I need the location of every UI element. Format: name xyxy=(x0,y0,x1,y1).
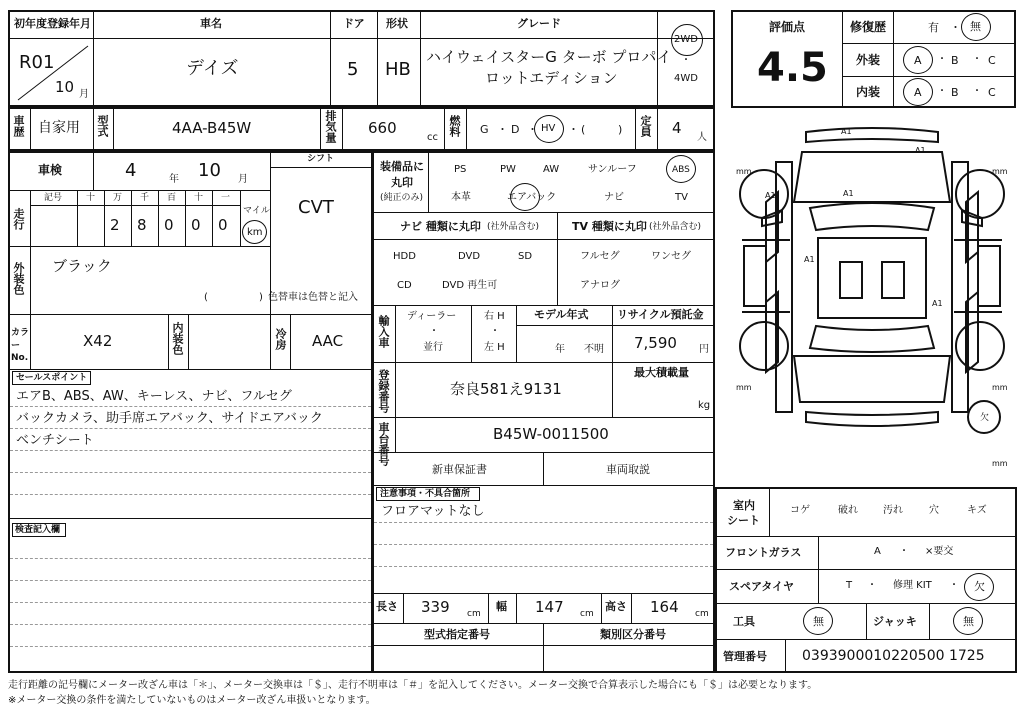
interior-dot-2: ・ xyxy=(972,86,982,97)
notes-label: 注意事項・不具合箇所 xyxy=(380,489,471,499)
shape-value: HB xyxy=(385,59,411,80)
drive-4wd: 4WD xyxy=(674,73,698,84)
import-dealer: ディーラー xyxy=(407,311,457,322)
drive-dot: ・ xyxy=(681,55,691,66)
max-load-unit: kg xyxy=(698,400,711,411)
import-label: 輸入車 xyxy=(377,315,390,348)
mm-4: mm xyxy=(992,383,1008,392)
repair-dot: ・ xyxy=(950,21,961,34)
car-name: デイズ xyxy=(186,58,239,79)
grade-line1: ハイウェイスターG ターボ プロパイ xyxy=(426,48,672,66)
mileage-digit-label-5: 一 xyxy=(221,193,231,203)
equip-ps: PS xyxy=(454,164,467,175)
recycle-yen: 円 xyxy=(699,344,709,355)
capacity-unit: 人 xyxy=(697,132,707,143)
sales-label: セールスポイント xyxy=(16,373,88,383)
mileage-digit-4: 0 xyxy=(191,216,201,234)
mm-1: mm xyxy=(736,167,752,176)
spare-dot-1: ・ xyxy=(867,580,877,591)
nav-dvd-play: DVD 再生可 xyxy=(442,280,498,291)
inspection-label: 車検 xyxy=(38,163,63,177)
mileage-digit-label-0: 十 xyxy=(86,193,96,203)
exterior-a: A xyxy=(914,54,922,67)
jack-label: ジャッキ xyxy=(873,615,917,628)
color-label: 外装色 xyxy=(12,262,25,295)
equip-leather: 本革 xyxy=(451,192,471,203)
repair-no: 無 xyxy=(970,20,981,33)
diagram-mark-5: A1 xyxy=(804,255,815,264)
color-no-label: カラーNo. xyxy=(11,328,30,364)
equip-abs: ABS xyxy=(672,165,690,175)
import-dot-2: ・ xyxy=(490,326,500,337)
tv-label: TV 種類に丸印 xyxy=(572,220,647,233)
mm-3: mm xyxy=(736,383,752,392)
interior-a: A xyxy=(914,86,922,99)
width-label: 幅 xyxy=(496,600,507,613)
sales-line-2: バックカメラ、助手席エアバック、サイドエアバック xyxy=(16,411,323,426)
shape-label: 形状 xyxy=(386,17,408,30)
model-year-label: モデル年式 xyxy=(534,308,589,321)
check-label: 検査記入欄 xyxy=(15,525,61,535)
nav-dvd: DVD xyxy=(458,251,481,262)
car-name-label: 車名 xyxy=(200,17,222,30)
shift-value: CVT xyxy=(298,197,334,218)
sales-line-1: エアB、ABS、AW、キーレス、ナビ、フルセグ xyxy=(16,389,292,404)
nav-hdd: HDD xyxy=(393,251,416,262)
tool-label: 工具 xyxy=(733,615,755,628)
model-year-unit: 年 xyxy=(555,344,565,355)
seat-label-2: シート xyxy=(727,514,760,527)
repair-label: 修復歴 xyxy=(850,20,887,34)
spare-dot-2: ・ xyxy=(949,580,959,591)
glass-dot: ・ xyxy=(899,546,909,557)
displacement-value: 660 xyxy=(368,119,397,137)
chassis-label: 車台番号 xyxy=(377,422,390,466)
recycle-label: リサイクル預託金 xyxy=(617,308,704,321)
nav-sd: SD xyxy=(518,251,533,262)
tv-oneseg: ワンセグ xyxy=(651,251,691,262)
manual-label: 車両取説 xyxy=(606,463,650,476)
length-label: 長さ xyxy=(376,600,398,613)
first-reg-era: R01 xyxy=(19,52,55,73)
mileage-symbol-label: 記号 xyxy=(44,193,63,203)
seat-ana: 穴 xyxy=(929,505,939,516)
fuel-dot-1: ・ xyxy=(497,123,508,136)
inspection-month-unit: 月 xyxy=(238,174,248,185)
equip-tv: TV xyxy=(675,192,688,203)
diagram-mark-2: A1 xyxy=(843,189,854,198)
height-label: 高さ xyxy=(605,600,627,613)
displacement-label: 排気量 xyxy=(324,110,337,143)
interior-b: B xyxy=(951,86,959,99)
mm-2: mm xyxy=(992,167,1008,176)
warranty-label: 新車保証書 xyxy=(432,463,487,476)
mileage-digit-5: 0 xyxy=(218,216,228,234)
height-unit: cm xyxy=(695,609,709,619)
equip-airbag: エアバック xyxy=(507,192,557,203)
km-value: km xyxy=(247,227,263,238)
model-year-unknown: 不明 xyxy=(584,344,604,355)
length-value: 339 xyxy=(421,598,450,616)
inspection-year-unit: 年 xyxy=(169,174,179,185)
car-diagram xyxy=(722,122,1022,482)
footer-line-2: ※メーター交換の条件を満たしていないものはメーター改ざん車扱いとなります。 xyxy=(8,695,376,706)
inspection-month: 10 xyxy=(198,160,221,181)
seat-kizu: キズ xyxy=(967,505,987,516)
glass-a: A xyxy=(874,546,881,557)
shift-label: シフト xyxy=(307,154,335,164)
grade-label: グレード xyxy=(517,17,561,30)
interior-dot-1: ・ xyxy=(937,86,947,97)
equip-aw: AW xyxy=(543,164,560,175)
mileage-label: 走行 xyxy=(12,208,25,230)
diagram-mark-6: A1 xyxy=(932,299,943,308)
glass-replace: ×要交 xyxy=(925,546,954,557)
import-left-h: 左 H xyxy=(484,342,505,353)
glass-label: フロントガラス xyxy=(725,546,802,559)
mgmt-label: 管理番号 xyxy=(723,650,767,663)
diagram-mark-1: A1 xyxy=(915,146,926,155)
grade-line2: ロットエディション xyxy=(485,69,618,87)
mileage-digit-label-2: 千 xyxy=(140,193,150,203)
exterior-dot-1: ・ xyxy=(937,54,947,65)
import-parallel: 並行 xyxy=(423,342,443,353)
exterior-label: 外装 xyxy=(856,53,881,67)
equip-navi: ナビ xyxy=(604,192,624,203)
exterior-c: C xyxy=(988,54,996,67)
fuel-paren-close: ) xyxy=(618,123,623,136)
tool-value: 無 xyxy=(813,615,824,628)
color-paren-open: ( xyxy=(204,292,208,303)
door-label: ドア xyxy=(343,17,365,30)
equipment-label-2: 丸印 xyxy=(391,176,413,189)
drive-2wd: 2WD xyxy=(674,34,698,45)
type-designation-label: 型式指定番号 xyxy=(424,628,490,641)
mile-label: マイル xyxy=(243,206,270,216)
score-value: 4.5 xyxy=(757,45,828,91)
exterior-dot-2: ・ xyxy=(972,54,982,65)
spare-t: T xyxy=(846,580,853,591)
interior-c: C xyxy=(988,86,996,99)
spare-missing: 欠 xyxy=(974,580,985,593)
first-reg-month-unit: 月 xyxy=(79,89,89,100)
spare-label: スペアタイヤ xyxy=(729,580,795,593)
capacity-label: 定員 xyxy=(639,115,652,137)
fuel-d: D xyxy=(511,123,520,136)
color-no-value: X42 xyxy=(83,332,113,350)
sales-line-3: ベンチシート xyxy=(16,433,94,448)
tv-fullseg: フルセグ xyxy=(580,251,620,262)
row2-box xyxy=(8,107,715,151)
capacity-value: 4 xyxy=(672,119,682,137)
chassis-value: B45W-0011500 xyxy=(493,425,609,443)
first-reg-label: 初年度登録年月 xyxy=(14,17,91,30)
exterior-b: B xyxy=(951,54,959,67)
category-label: 類別区分番号 xyxy=(600,628,666,641)
first-reg-month: 10 xyxy=(55,78,75,96)
registration-label: 登録番号 xyxy=(377,369,390,413)
mm-5: mm xyxy=(992,459,1008,468)
equip-pw: PW xyxy=(500,164,516,175)
mileage-digit-label-3: 百 xyxy=(167,193,177,203)
seat-label-1: 室内 xyxy=(733,499,755,512)
footer-line-1: 走行距離の記号欄にメーター改ざん車は「＊」、メーター交換車は「＄」、走行不明車は「＃」を記入してください。メーター交換で合算表示した場合にも「＄」は必要となります。 xyxy=(8,680,818,691)
equipment-label-3: (純正のみ) xyxy=(380,193,424,203)
nav-cd: CD xyxy=(397,280,412,291)
inspection-year: 4 xyxy=(125,160,137,181)
seat-koge: コゲ xyxy=(790,505,810,516)
model-label: 型式 xyxy=(96,115,109,137)
tv-analog: アナログ xyxy=(580,280,620,291)
seat-yogore: 汚れ xyxy=(883,505,903,516)
mileage-digit-3: 0 xyxy=(164,216,174,234)
mileage-digit-label-4: 十 xyxy=(194,193,204,203)
fuel-g: G xyxy=(480,123,489,136)
fuel-hv: HV xyxy=(541,123,556,134)
interior-label: 内装 xyxy=(856,85,881,99)
color-note: 色替車は色替と記入 xyxy=(268,292,358,303)
fuel-dot-2: ・ xyxy=(527,123,538,136)
recycle-value: 7,590 xyxy=(634,334,677,352)
fuel-paren-open: ( xyxy=(581,123,586,136)
notes-value: フロアマットなし xyxy=(381,504,485,519)
diagram-mark-3: A1 xyxy=(765,191,776,200)
length-unit: cm xyxy=(467,609,481,619)
height-value: 164 xyxy=(650,598,679,616)
import-dot: ・ xyxy=(429,326,439,337)
seat-yabure: 破れ xyxy=(838,505,858,516)
mgmt-value: 0393900010220500 1725 xyxy=(802,648,985,664)
color-value: ブラック xyxy=(52,257,112,275)
jack-value: 無 xyxy=(963,615,974,628)
diagram-mark-4: A1 xyxy=(841,127,852,136)
mileage-digit-2: 8 xyxy=(137,216,147,234)
mileage-digit-label-1: 万 xyxy=(113,193,123,203)
interior-color-label: 内装色 xyxy=(171,322,184,355)
fuel-label: 燃料 xyxy=(448,115,461,137)
ac-label: 冷房 xyxy=(274,328,287,350)
fuel-dot-3: ・ xyxy=(568,123,579,136)
model-value: 4AA-B45W xyxy=(172,119,252,137)
width-value: 147 xyxy=(535,598,564,616)
nav-label-note: (社外品含む) xyxy=(487,222,540,232)
color-paren-close: ) xyxy=(259,292,263,303)
history-label: 車歴 xyxy=(12,115,25,137)
score-label: 評価点 xyxy=(769,20,806,34)
door-value: 5 xyxy=(347,59,359,80)
equipment-label-1: 装備品に xyxy=(380,160,424,173)
nav-label: ナビ 種類に丸印 xyxy=(400,220,481,233)
width-unit: cm xyxy=(580,609,594,619)
tv-label-note: (社外品含む) xyxy=(649,222,702,232)
mileage-digit-1: 2 xyxy=(110,216,120,234)
cc-unit: cc xyxy=(427,132,438,143)
max-load-label: 最大積載量 xyxy=(634,366,689,379)
registration-value: 奈良581え9131 xyxy=(450,380,562,398)
repair-yes: 有 xyxy=(928,21,939,34)
history-value: 自家用 xyxy=(38,120,80,136)
spare-kit: 修理 KIT xyxy=(893,580,932,591)
diagram-missing: 欠 xyxy=(980,413,990,423)
ac-value: AAC xyxy=(312,332,344,350)
equip-sunroof: サンルーフ xyxy=(588,164,637,175)
import-right-h: 右 H xyxy=(484,311,505,322)
